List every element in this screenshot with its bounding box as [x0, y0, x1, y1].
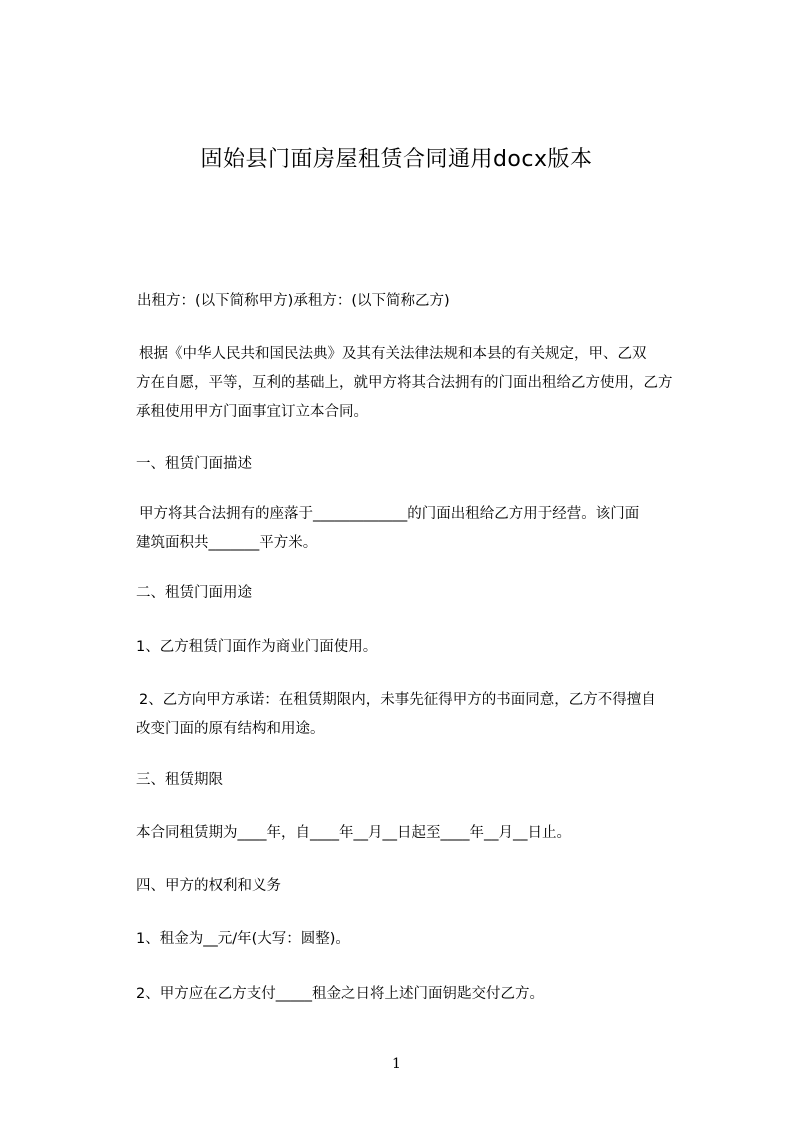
section-4-item-1: 1、租金为__元/年(大写：圆整)。: [136, 931, 350, 947]
section-3-text: 本合同租赁期为____年，自____年__月__日起至____年__月__日止。: [136, 825, 571, 841]
parties-line: 出租方：(以下简称甲方)承租方：(以下简称乙方): [137, 293, 450, 309]
section-3-heading: 三、租赁期限: [136, 772, 223, 788]
intro-line-3: 承租使用甲方门面事宜订立本合同。: [136, 404, 368, 420]
section-2-item-1: 1、乙方租赁门面作为商业门面使用。: [136, 639, 378, 655]
document-title: 固始县门面房屋租赁合同通用docx版本: [200, 147, 593, 172]
section-2-heading: 二、租赁门面用途: [136, 585, 252, 601]
section-4-heading: 四、甲方的权利和义务: [136, 878, 281, 894]
section-1-line-1: 甲方将其合法拥有的座落于_____________的门面出租给乙方用于经营。该门面: [139, 506, 640, 522]
intro-line-1: 根据《中华人民共和国民法典》及其有关法律法规和本县的有关规定，甲、乙双: [139, 346, 647, 362]
section-4-item-2: 2、甲方应在乙方支付_____租金之日将上述门面钥匙交付乙方。: [136, 986, 544, 1002]
section-1-line-2: 建筑面积共_______平方米。: [136, 535, 318, 551]
page-number: 1: [392, 1056, 401, 1072]
section-1-heading: 一、租赁门面描述: [136, 456, 252, 472]
intro-line-2: 方在自愿，平等，互利的基础上，就甲方将其合法拥有的门面出租给乙方使用，乙方: [136, 375, 673, 391]
section-2-item-2-line-1: 2、乙方向甲方承诺：在租赁期限内，未事先征得甲方的书面同意，乙方不得擅自: [139, 692, 656, 708]
section-2-item-2-line-2: 改变门面的原有结构和用途。: [136, 721, 325, 737]
